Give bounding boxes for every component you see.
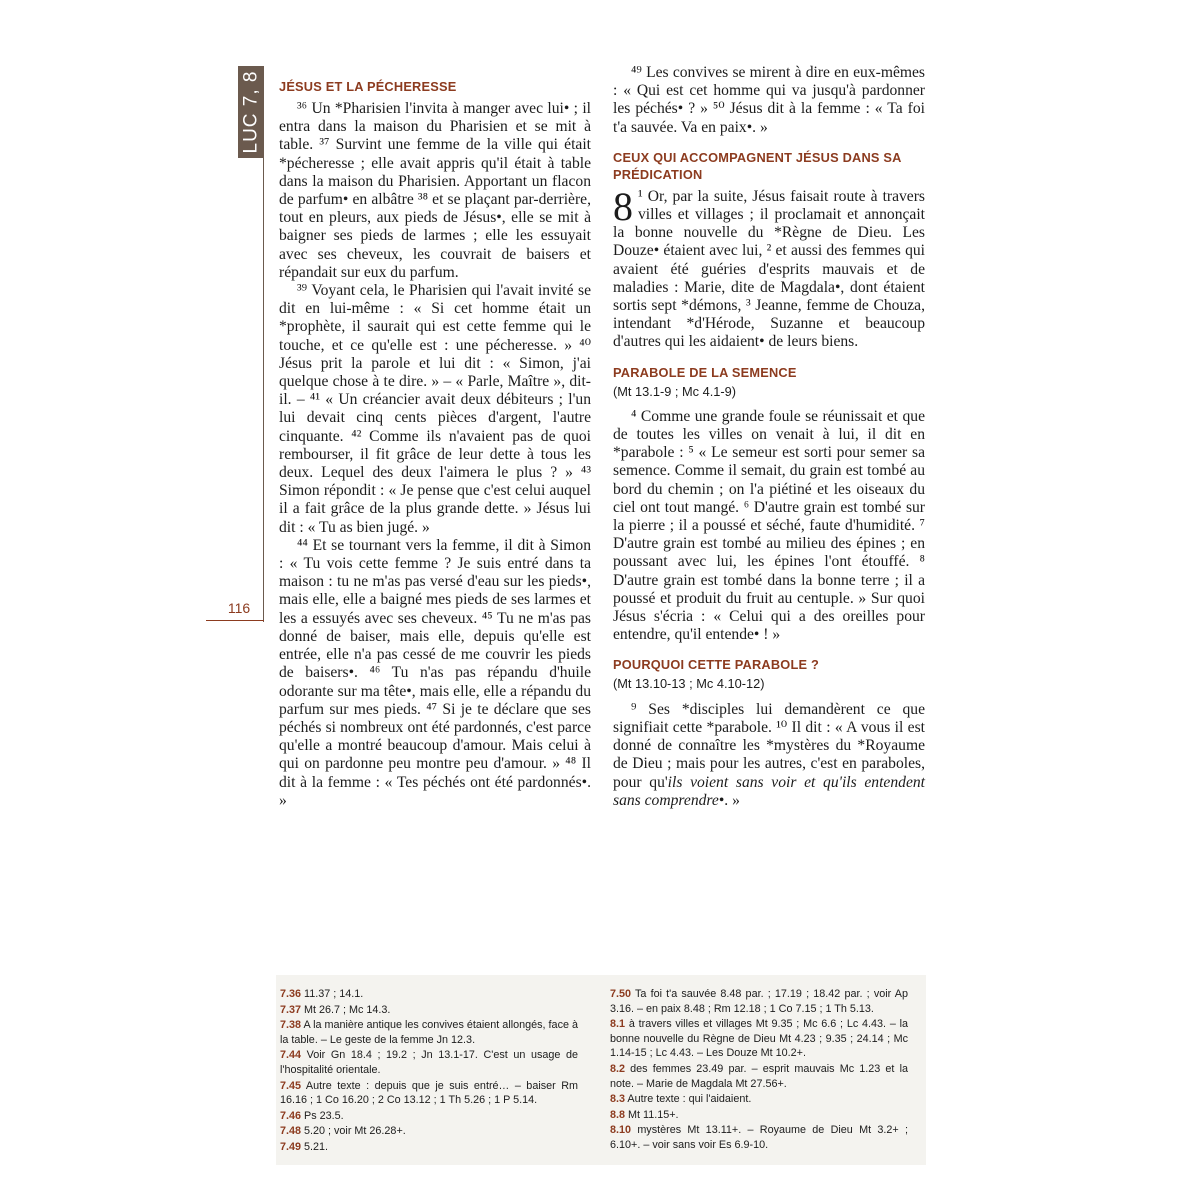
- footnote: 7.36 11.37 ; 14.1.: [280, 988, 364, 1000]
- footnote: 7.37 Mt 26.7 ; Mc 14.3.: [280, 1003, 391, 1016]
- section-heading-sinner-woman: JÉSUS ET LA PÉCHERESSE: [279, 79, 457, 94]
- section-heading-why-parable: POURQUOI CETTE PARABOLE ?: [613, 657, 819, 673]
- parallel-reference-why-parable: (Mt 13.10-13 ; Mc 4.10-12): [613, 676, 765, 692]
- chapter-number: 8: [613, 183, 633, 229]
- left-column: [279, 78, 591, 810]
- paragraph-verses-4-8: ⁴ Comme une grande foule se réunissait et que de toutes les villes on venait à lui, il dit en *parabole : ⁵ « Le semeur est sorti pour semer sa semence. Comme il semait, du grain est tombé au bord du chemin ; on l'a piétiné et les oiseaux du ciel ont tout mangé. ⁶ D'autre grain est tombé sur la pierre ; il a poussé et séché, faute d'humidité. ⁷ D'autre grain est tombé au milieu des épines ; en poussant avec lui, les épines l'ont étouffé. ⁸ D'autre grain est tombé dans la bonne terre ; il a poussé et produit du fruit au centuple. » Sur quoi Jésus s'écria : « Celui qui a des oreilles pour entendre, qu'il entende• ! »: [613, 407, 925, 644]
- footnotes-left: [280, 987, 578, 1156]
- footnote: 8.2 des femmes 23.49 par. – esprit mauvais Mc 1.23 et la note. – Marie de Magdala Mt 27.56+.: [610, 1062, 908, 1090]
- paragraph-verses-49-50: ⁴⁹ Les convives se mirent à dire en eux-mêmes : « Qui est cet homme qui va jusqu'à pardonner les péchés• ? » ⁵⁰ Jésus dit à la femme : « Ta foi t'a sauvée. Va en paix•. »: [613, 64, 925, 136]
- footnote: 7.46 Ps 23.5.: [280, 1109, 344, 1122]
- paragraph-verses-36-38: ³⁶ Un *Pharisien l'invita à manger avec lui• ; il entra dans la maison du Pharisien et se mit à table. ³⁷ Survint une femme de la ville qui était *pécheresse ; elle avait appris qu'il était à table dans la maison du Pharisien. Apportant un flacon de parfum• en albâtre ³⁸ et se plaçant par-derrière, tout en pleurs, aux pieds de Jésus•, elle se mit à baigner ses pieds de larmes ; elle les essuyait avec ses cheveux, les couvrait de baisers et répandait sur eux du parfum.: [279, 100, 591, 281]
- page-number-rule: [206, 620, 264, 621]
- section-heading-parable-sower: PARABOLE DE LA SEMENCE: [613, 364, 797, 380]
- footnotes-right: [610, 987, 908, 1154]
- footnote: 7.49 5.21.: [280, 1140, 329, 1153]
- footnote: 8.8 Mt 11.15+.: [610, 1108, 679, 1121]
- italic-quotation: ils voient sans voir et qu'ils entendent sans comprendre: [613, 773, 925, 809]
- chapter-8-text: ¹ Or, par la suite, Jésus faisait route à travers villes et villages ; il proclamait et annonçait la bonne nouvelle du *Règne de Dieu. Les Douze• étaient avec lui, ² et aussi des femmes qui avaient été guéries d'esprits mauvais et de maladies : Marie, dite de Magdala•, dont étaient sortis sept *démons, ³ Jeanne, femme de Chouza, intendant *d'Hérode, Suzanne et beaucoup d'autres qui les aidaient• de leurs biens.: [613, 187, 925, 351]
- footnote: 7.38 A la manière antique les convives étaient allongés, face à la table. – Le geste de la femme Jn 12.3.: [280, 1019, 578, 1046]
- paragraph-chapter-8-verses-1-3: [613, 183, 925, 352]
- margin-rule: [263, 66, 264, 622]
- section-heading-companions: CEUX QUI ACCOMPAGNENT JÉSUS DANS SA PRÉDICATION: [613, 149, 902, 182]
- page-number: 116: [227, 600, 251, 616]
- footnote: 8.3 Autre texte : qui l'aidaient.: [610, 1093, 752, 1106]
- paragraph-verses-9-10: ⁹ Ses *disciples lui demandèrent ce que signifiait cette *parabole. ¹⁰ Il dit : « A vous il est donné de connaître les *mystères du *Royaume de Dieu ; mais pour les autres, c'est en paraboles, pour qu'ils voient sans voir et qu'ils entendent sans comprendre•. »: [613, 700, 925, 809]
- paragraph-verses-44-48: ⁴⁴ Et se tournant vers la femme, il dit à Simon : « Tu vois cette femme ? Je suis entré dans ta maison : tu ne m'as pas versé d'eau sur les pieds•, mais elle, elle a baigné mes pieds de ses larmes et les a essuyés avec ses cheveux. ⁴⁵ Tu ne m'as pas donné de baiser, mais elle, depuis qu'elle est entrée, elle n'a pas cessé de me couvrir les pieds de baisers•. ⁴⁶ Tu n'as pas répandu d'huile odorante sur ma tête•, mais elle, elle a répandu du parfum sur mes pieds. ⁴⁷ Si je te déclare que ses péchés si nombreux ont été pardonnés, c'est parce qu'elle a montré beaucoup d'amour. Mais celui à qui on pardonne peu montre peu d'amour. » ⁴⁸ Il dit à la femme : « Tes péchés ont été pardonnés•. »: [279, 536, 591, 809]
- running-head-tab: [238, 66, 264, 158]
- footnotes-block: [276, 975, 926, 1165]
- footnote: 7.45 Autre texte : depuis que je suis entré… – baiser Rm 16.16 ; 1 Co 16.20 ; 2 Co 13.12 ; 1 Th 5.26 ; 1 P 5.14.: [280, 1079, 578, 1107]
- footnote: 8.1 à travers villes et villages Mt 9.35 ; Mc 6.6 ; Lc 4.43. – la bonne nouvelle du Règne de Dieu Mt 4.23 ; 9.35 ; 24.14 ; Mc 1.14-15 ; Lc 4.43. – Les Douze Mt 10.2+.: [610, 1018, 909, 1060]
- right-column: [613, 64, 925, 810]
- running-head: LUC 7, 8: [240, 70, 262, 154]
- parallel-reference-sower: (Mt 13.1-9 ; Mc 4.1-9): [613, 383, 737, 399]
- footnote: 7.44 Voir Gn 18.4 ; 19.2 ; Jn 13.1-17. C'est un usage de l'hospitalité orientale.: [280, 1049, 578, 1076]
- footnote: 8.10 mystères Mt 13.11+. – Royaume de Dieu Mt 3.2+ ; 6.10+. – voir sans voir Es 6.9-10.: [610, 1124, 908, 1151]
- footnote: 7.50 Ta foi t'a sauvée 8.48 par. ; 17.19 ; 18.42 par. ; voir Ap 3.16. – en paix 8.48 ; Rm 12.18 ; 1 Co 7.15 ; 1 Th 5.13.: [610, 988, 908, 1015]
- footnote: 7.48 5.20 ; voir Mt 26.28+.: [280, 1125, 406, 1138]
- paragraph-verses-39-43: ³⁹ Voyant cela, le Pharisien qui l'avait invité se dit en lui-même : « Si cet homme était un *prophète, il saurait qui est cette femme qui le touche, et ce qu'elle est : une pécheresse. » ⁴⁰ Jésus prit la parole et lui dit : « Simon, j'ai quelque chose à te dire. » – « Parle, Maître », dit-il. – ⁴¹ « Un créancier avait deux débiteurs ; l'un lui devait cinq cents pièces d'argent, l'autre cinquante. ⁴² Comme ils n'avaient pas de quoi rembourser, il fit grâce de leur dette à tous les deux. Lequel des deux l'aimera le plus ? » ⁴³ Simon répondit : « Je pense que c'est celui auquel il a fait grâce de la plus grande dette. » Jésus lui dit : « Tu as bien jugé. »: [279, 282, 591, 536]
